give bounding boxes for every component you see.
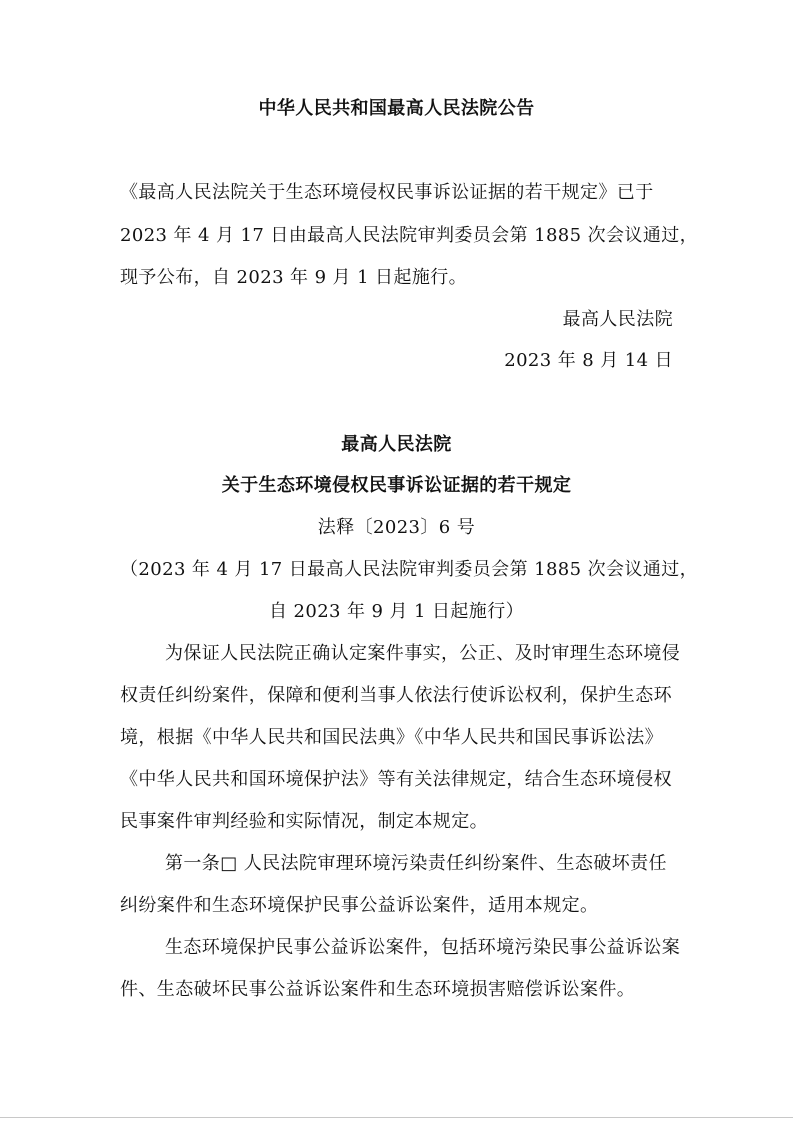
- article-1-line-1: 第一条□ 人民法院审理环境污染责任纠纷案件、生态破坏责任: [165, 853, 667, 874]
- article-1-para-2-line-2: 件、生态破坏民事公益诉讼案件和生态环境损害赔偿诉讼案件。: [120, 979, 636, 1000]
- regulation-issuer: 最高人民法院: [341, 434, 452, 455]
- article-1-line-2: 纠纷案件和生态环境保护民事公益诉讼案件，适用本规定。: [120, 895, 599, 916]
- preamble-line-5: 民事案件审判经验和实际情况，制定本规定。: [120, 811, 488, 832]
- announcement-signature: 最高人民法院: [562, 309, 673, 330]
- page-bottom-divider: [0, 1117, 793, 1118]
- preamble-line-1: 为保证人民法院正确认定案件事实，公正、及时审理生态环境侵: [165, 643, 681, 664]
- adoption-note-line-1: （2023 年 4 月 17 日最高人民法院审判委员会第 1885 次会议通过，: [120, 559, 699, 580]
- announcement-body-line-2: 2023 年 4 月 17 日由最高人民法院审判委员会第 1885 次会议通过，: [120, 225, 699, 246]
- preamble-line-2: 权责任纠纷案件，保障和便利当事人依法行使诉讼权利，保护生态环: [120, 685, 672, 706]
- announcement-body-line-1: 《最高人民法院关于生态环境侵权民事诉讼证据的若干规定》已于: [120, 182, 654, 203]
- regulation-title: 关于生态环境侵权民事诉讼证据的若干规定: [221, 475, 572, 496]
- adoption-note-line-2: 自 2023 年 9 月 1 日起施行）: [268, 601, 525, 622]
- announcement-date: 2023 年 8 月 14 日: [504, 350, 673, 371]
- preamble-line-4: 《中华人民共和国环境保护法》等有关法律规定，结合生态环境侵权: [120, 769, 672, 790]
- announcement-title: 中华人民共和国最高人民法院公告: [258, 98, 535, 119]
- announcement-body-line-3: 现予公布，自 2023 年 9 月 1 日起施行。: [120, 267, 468, 288]
- article-1-para-2-line-1: 生态环境保护民事公益诉讼案件，包括环境污染民事公益诉讼案: [165, 937, 681, 958]
- preamble-line-3: 境，根据《中华人民共和国民法典》《中华人民共和国民事诉讼法》: [120, 727, 663, 748]
- regulation-doc-number: 法释〔2023〕6 号: [317, 517, 476, 538]
